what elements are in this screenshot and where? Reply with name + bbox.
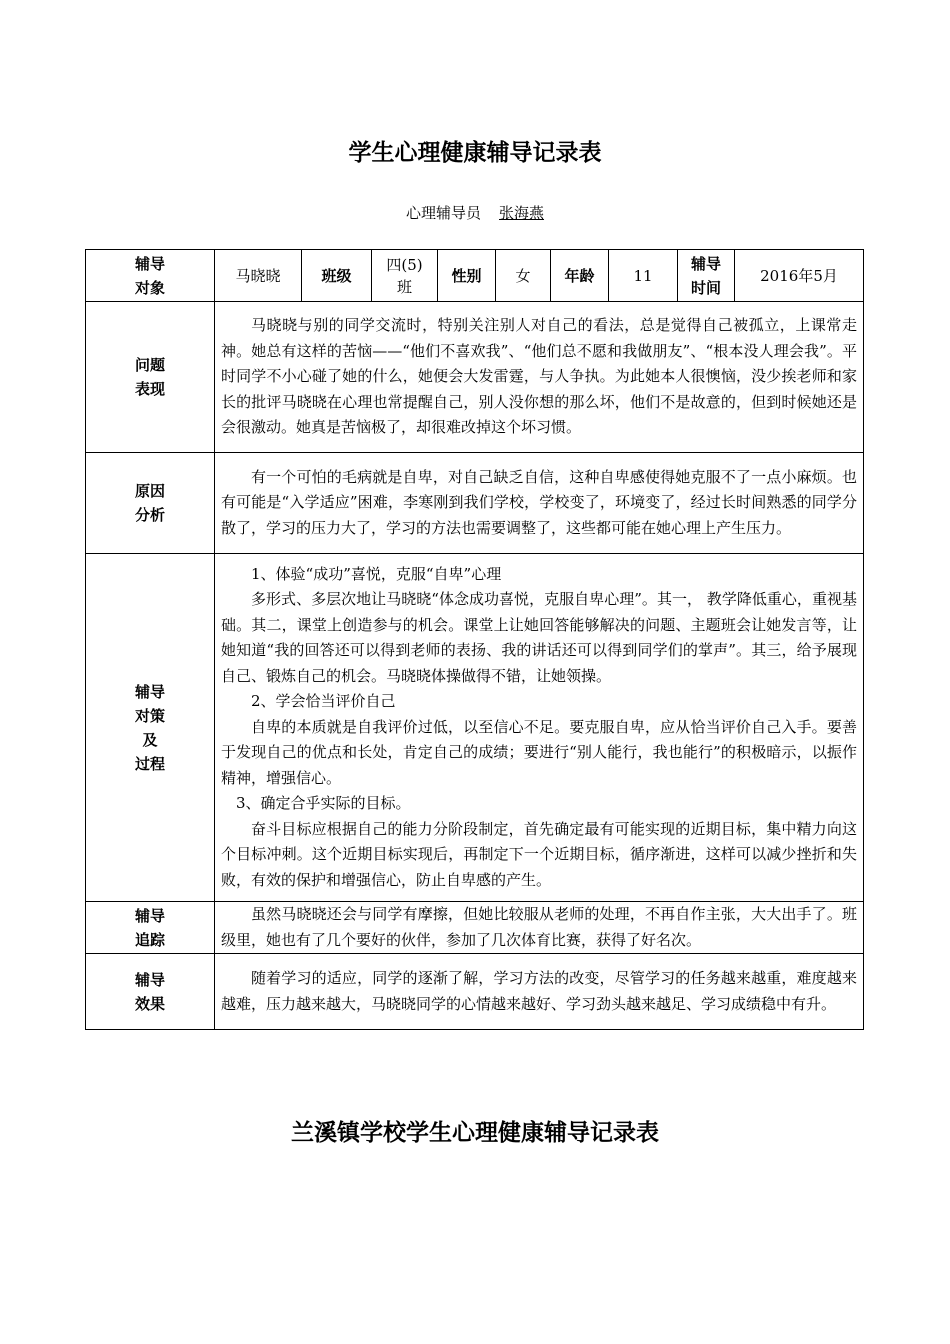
problem-row bbox=[86, 302, 864, 453]
class-label: 班级 bbox=[302, 250, 372, 302]
problem-label: 问题 表现 bbox=[86, 302, 215, 453]
effect-content: 随着学习的适应，同学的逐渐了解，学习方法的改变，尽管学习的任务越来越重，难度越来越难，压力越来越大，马晓晓同学的心情越来越好、学习劲头越来越足、学习成绩稳中有升。 bbox=[215, 954, 864, 1030]
gender-value: 女 bbox=[496, 250, 551, 302]
measures-row bbox=[86, 554, 864, 902]
age-value: 11 bbox=[609, 250, 678, 302]
problem-content: 马晓晓与别的同学交流时，特别关注别人对自己的看法，总是觉得自己被孤立，上课常走神。她总有这样的苦恼——“他们不喜欢我”、“他们总不愿和我做朋友”、“根本没人理会我”。平时同学不小心碰了她的什么，她便会大发雷霆，与人争执。为此她本人很懊恼，没少挨老师和家长的批评马晓晓在心理也常提醒自己，别人没你想的那么坏，他们不是故意的，但到时候她还是会很激动。她真是苦恼极了，却很难改掉这个坏习惯。 bbox=[215, 302, 864, 453]
measure-1-heading: 1、体验“成功”喜悦，克服“自卑”心理 bbox=[251, 564, 502, 583]
measure-3-body: 奋斗目标应根据自己的能力分阶段制定，首先确定最有可能实现的近期目标，集中精力向这个目标冲刺。这个近期目标实现后，再制定下一个近期目标，循序渐进，这样可以减少挫折和失败，有效的保护和增强信心，防止自卑感的产生。 bbox=[221, 819, 857, 889]
measure-2-heading: 2、学会恰当评价自己 bbox=[251, 692, 396, 711]
subject-label: 辅导 对象 bbox=[86, 250, 215, 302]
counselor-line bbox=[0, 202, 950, 223]
record-table bbox=[85, 249, 864, 1030]
measure-3-heading: 3、确定合乎实际的目标。 bbox=[236, 794, 411, 813]
followup-content: 虽然马晓晓还会与同学有摩擦，但她比较服从老师的处理，不再自作主张，大大出手了。班级里，她也有了几个要好的伙伴，参加了几次体育比赛，获得了好名次。 bbox=[215, 902, 864, 954]
followup-label: 辅导 追踪 bbox=[86, 902, 215, 954]
measures-label: 辅导 对策 及 过程 bbox=[86, 554, 215, 902]
effect-row bbox=[86, 954, 864, 1030]
age-label: 年龄 bbox=[551, 250, 609, 302]
time-value: 2016年5月 bbox=[735, 250, 864, 302]
measure-2-body: 自卑的本质就是自我评价过低，以至信心不足。要克服自卑，应从恰当评价自己入手。要善于发现自己的优点和长处，肯定自己的成绩；要进行“别人能行，我也能行”的积极暗示，以振作精神，增强信心。 bbox=[221, 717, 857, 787]
class-value: 四(5) 班 bbox=[372, 250, 438, 302]
cause-content: 有一个可怕的毛病就是自卑，对自己缺乏自信，这种自卑感使得她克服不了一点小麻烦。也有可能是“入学适应”困难，李寒刚到我们学校，学校变了，环境变了，经过长时间熟悉的同学分散了，学习的压力大了，学习的方法也需要调整了，这些都可能在她心理上产生压力。 bbox=[215, 453, 864, 554]
counselor-label: 心理辅导员 bbox=[405, 204, 481, 222]
measures-content bbox=[215, 554, 864, 902]
effect-label: 辅导 效果 bbox=[86, 954, 215, 1030]
gender-label: 性别 bbox=[438, 250, 496, 302]
student-name: 马晓晓 bbox=[215, 250, 302, 302]
measure-1-body: 多形式、多层次地让马晓晓“体念成功喜悦，克服自卑心理”。其一， 教学降低重心，重视基础。其二，课堂上创造参与的机会。课堂上让她回答能够解决的问题、主题班会让她发言等，让她知道“我的回答还可以得到老师的表扬、我的讲话还可以得到同学们的掌声”。其三，给予展现自己、锻炼自己的机会。马晓晓体操做得不错，让她领操。 bbox=[221, 590, 857, 685]
time-label: 辅导 时间 bbox=[678, 250, 735, 302]
cause-row bbox=[86, 453, 864, 554]
second-page-title: 兰溪镇学校学生心理健康辅导记录表 bbox=[291, 1120, 659, 1146]
page-title: 学生心理健康辅导记录表 bbox=[348, 140, 602, 166]
counselor-name: 张海燕 bbox=[499, 204, 545, 222]
cause-label: 原因 分析 bbox=[86, 453, 215, 554]
followup-row bbox=[86, 902, 864, 954]
header-row bbox=[86, 250, 864, 302]
